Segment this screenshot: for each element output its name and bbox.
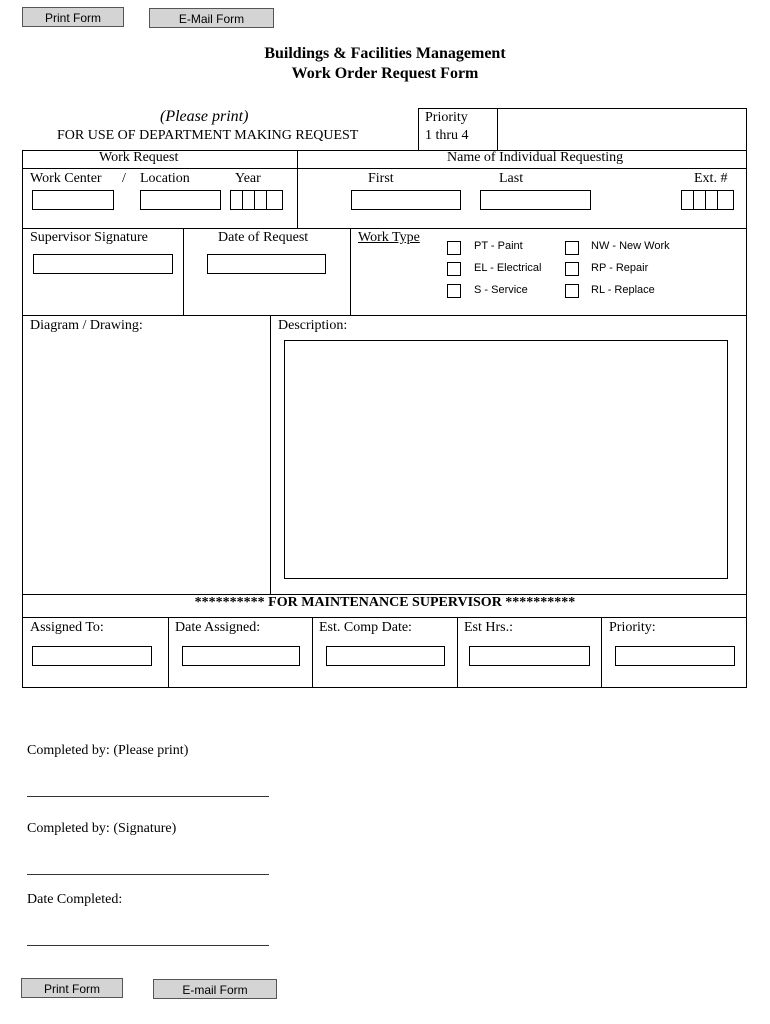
form-title-line1: Buildings & Facilities Management bbox=[264, 45, 506, 62]
date-completed-line[interactable] bbox=[27, 945, 269, 946]
supervisor-signature-input[interactable] bbox=[33, 254, 173, 274]
completed-by-print-line[interactable] bbox=[27, 796, 269, 797]
completed-by-print-label: Completed by: (Please print) bbox=[27, 743, 189, 758]
checkbox-repair-label: RP - Repair bbox=[591, 262, 649, 274]
ext-digit-4[interactable] bbox=[717, 190, 734, 210]
work-type-label: Work Type bbox=[358, 230, 420, 245]
date-assigned-input[interactable] bbox=[182, 646, 300, 666]
last-name-label: Last bbox=[499, 171, 524, 186]
ext-label: Ext. # bbox=[694, 171, 728, 186]
completed-by-signature-label: Completed by: (Signature) bbox=[27, 821, 177, 836]
est-hrs-label: Est Hrs.: bbox=[464, 620, 513, 635]
email-form-button-bottom[interactable]: E-mail Form bbox=[153, 979, 277, 999]
assigned-to-input[interactable] bbox=[32, 646, 152, 666]
location-label: Location bbox=[140, 171, 190, 186]
last-name-input[interactable] bbox=[480, 190, 591, 210]
checkbox-service-label: S - Service bbox=[474, 284, 528, 296]
slash-label: / bbox=[122, 171, 126, 186]
checkbox-electrical-label: EL - Electrical bbox=[474, 262, 542, 274]
work-center-input[interactable] bbox=[32, 190, 114, 210]
work-center-label: Work Center bbox=[30, 171, 102, 186]
assigned-to-label: Assigned To: bbox=[30, 620, 104, 635]
print-form-button[interactable]: Print Form bbox=[22, 7, 124, 27]
maintenance-supervisor-header: ********** FOR MAINTENANCE SUPERVISOR ********** bbox=[194, 595, 576, 610]
est-hrs-input[interactable] bbox=[469, 646, 590, 666]
date-of-request-input[interactable] bbox=[207, 254, 326, 274]
date-assigned-label: Date Assigned: bbox=[175, 620, 261, 635]
completed-by-signature-line[interactable] bbox=[27, 874, 269, 875]
first-name-label: First bbox=[368, 171, 394, 186]
year-digit-4[interactable] bbox=[266, 190, 283, 210]
email-form-button[interactable]: E-Mail Form bbox=[149, 8, 274, 28]
year-label: Year bbox=[235, 171, 261, 186]
checkbox-new-work[interactable] bbox=[565, 241, 579, 255]
description-input[interactable] bbox=[284, 340, 728, 579]
date-completed-label: Date Completed: bbox=[27, 892, 123, 907]
date-of-request-label: Date of Request bbox=[218, 230, 309, 245]
diagram-label: Diagram / Drawing: bbox=[30, 318, 143, 333]
maintenance-priority-label: Priority: bbox=[609, 620, 656, 635]
for-use-label: FOR USE OF DEPARTMENT MAKING REQUEST bbox=[57, 128, 359, 143]
checkbox-electrical[interactable] bbox=[447, 262, 461, 276]
checkbox-replace[interactable] bbox=[565, 284, 579, 298]
checkbox-new-work-label: NW - New Work bbox=[591, 240, 670, 252]
maintenance-priority-input[interactable] bbox=[615, 646, 735, 666]
checkbox-service[interactable] bbox=[447, 284, 461, 298]
priority-label: Priority bbox=[425, 110, 468, 125]
name-requesting-header: Name of Individual Requesting bbox=[447, 150, 624, 165]
supervisor-signature-label: Supervisor Signature bbox=[30, 230, 148, 245]
first-name-input[interactable] bbox=[351, 190, 461, 210]
priority-range-label: 1 thru 4 bbox=[425, 128, 469, 143]
diagram-area[interactable] bbox=[23, 336, 269, 592]
description-label: Description: bbox=[278, 318, 348, 333]
priority-input[interactable] bbox=[498, 109, 745, 149]
est-comp-date-label: Est. Comp Date: bbox=[319, 620, 412, 635]
checkbox-paint-label: PT - Paint bbox=[474, 240, 523, 252]
checkbox-repair[interactable] bbox=[565, 262, 579, 276]
print-form-button-bottom[interactable]: Print Form bbox=[21, 978, 123, 998]
please-print-note: (Please print) bbox=[160, 108, 249, 125]
form-title-line2: Work Order Request Form bbox=[291, 65, 479, 82]
est-comp-date-input[interactable] bbox=[326, 646, 445, 666]
location-input[interactable] bbox=[140, 190, 221, 210]
checkbox-replace-label: RL - Replace bbox=[591, 284, 655, 296]
checkbox-paint[interactable] bbox=[447, 241, 461, 255]
work-request-header: Work Request bbox=[99, 150, 179, 165]
